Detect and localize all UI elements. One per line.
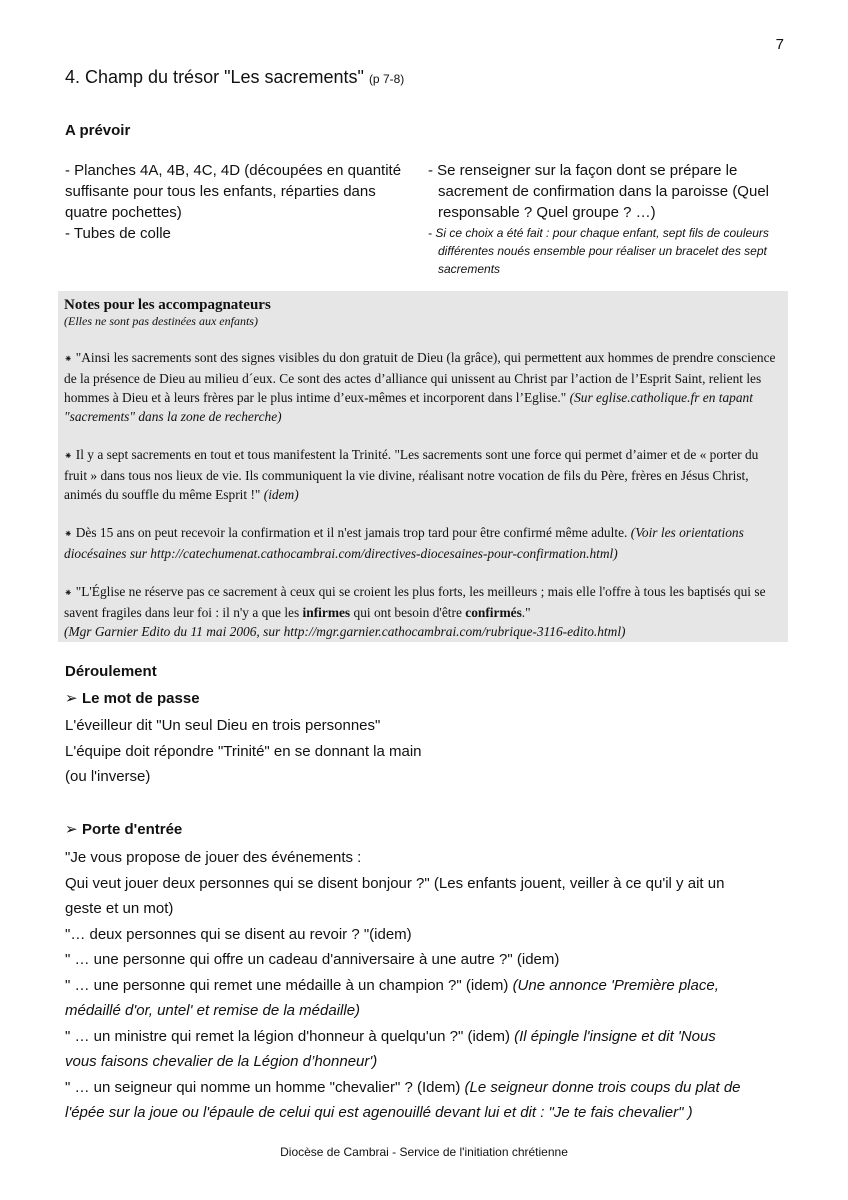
title-pages: (p 7-8): [368, 72, 405, 86]
body-text: " … un seigneur qui nomme un homme "chevalier" ? (Idem): [65, 1078, 465, 1096]
body-text: " … un ministre qui remet la légion d'honneur à quelqu'un ?" (idem): [65, 1027, 515, 1045]
bullet-star-icon: ⁕: [64, 588, 73, 599]
body-line: Qui veut jouer deux personnes qui se disent bonjour ?" (Les enfants jouent, veiller à ce qu'il y ait un: [65, 874, 725, 892]
notes-title: Notes pour les accompagnateurs: [64, 297, 271, 313]
body-line: [65, 998, 785, 1024]
notes-bold-word: confirmés: [465, 605, 522, 620]
notes-reference: (idem): [263, 487, 299, 502]
body-line: geste et un mot): [65, 900, 174, 917]
bullet-star-icon: ⁕: [64, 354, 73, 365]
notes-paragraph-text: qui ont besoin d'être: [350, 605, 466, 620]
notes-paragraph-text: "Ainsi les sacrements sont des signes visibles du don gratuit de Dieu (la grâce), qui permettent aux hommes de prendre conscience de la présence de Dieu au milieu d´eux. Ce sont des actes d’alliance qui unissent au Christ par l’action de l’Esprit Saint, relient les hommes à Dieu et à leurs frères par le plus intime d’eux-mêmes et incorporent dans l’Eglise.": [64, 350, 776, 405]
deroulement-heading: Déroulement: [65, 663, 157, 680]
prevoir-left-line: suffisante pour tous les enfants, réparties dans: [65, 183, 376, 200]
prevoir-left-column: [65, 160, 415, 244]
stage-direction: (Une annonce 'Première place,: [512, 976, 719, 994]
body-line: [65, 1100, 785, 1126]
notes-paragraph: [64, 445, 782, 504]
body-text: " … une personne qui remet une médaille à un champion ?" (idem): [65, 976, 513, 994]
body-line: L'équipe doit répondre "Trinité" en se donnant la main: [65, 742, 422, 760]
prevoir-right-text: - Se renseigner sur la façon dont se prépare le sacrement de confirmation dans la paroisse (Quel responsable ? Quel groupe ? …): [428, 162, 769, 221]
notes-paragraph: [64, 582, 782, 641]
porte-entree-body: [65, 845, 785, 1126]
notes-paragraph-text: Il y a sept sacrements en tout et tous manifestent la Trinité. "Les sacrements sont une force qui permet d’aimer et de « porter du fruit » dans tous nos lieux de vie. Ils communiquent la vie divine, réalisant notre vocation de fils du Père, frères en Jésus Christ, animés du souffle du même Esprit !": [64, 447, 759, 502]
arrow-bullet-icon: ➢: [65, 821, 78, 838]
notes-bold-word: infirmes: [302, 605, 351, 620]
prevoir-left-line: - Planches 4A, 4B, 4C, 4D (découpées en quantité: [65, 162, 402, 179]
notes-paragraph-text: "L'Église ne réserve pas ce sacrement à ceux qui se croient les plus forts, les meilleurs ; mais elle l'offre à tous les baptisés qui se savent fragiles dans leur foi : il n'y a que les: [64, 584, 766, 620]
section-heading-label: Porte d'entrée: [82, 821, 183, 838]
porte-entree-heading: [65, 820, 182, 838]
notes-reference: (Mgr Garnier Edito du 11 mai 2006, sur http://mgr.garnier.cathocambrai.com/rubrique-3116-edito.html): [64, 624, 626, 639]
notes-paragraph-text: .": [521, 605, 531, 620]
body-line: " … une personne qui offre un cadeau d'anniversaire à une autre ?" (idem): [65, 951, 560, 968]
notes-reference: (Sur eglise.catholique.fr en tapant "sacrements" dans la zone de recherche): [64, 390, 753, 424]
body-line: [65, 1075, 785, 1101]
section-heading-label: Le mot de passe: [82, 690, 200, 707]
prevoir-left-line: - Tubes de colle: [65, 225, 171, 242]
bullet-star-icon: ⁕: [64, 451, 73, 462]
notes-box: [58, 291, 788, 642]
mot-de-passe-heading: [65, 689, 200, 707]
notes-subtitle: (Elles ne sont pas destinées aux enfants): [64, 314, 258, 328]
prevoir-heading: A prévoir: [65, 122, 131, 139]
body-line: [65, 1024, 785, 1050]
title-main: 4. Champ du trésor "Les sacrements": [65, 67, 364, 87]
page-title: [65, 67, 404, 88]
stage-direction: l'épée sur la joue ou l'épaule de celui qui est agenouillé devant lui et dit : "Je te fais chevalier" ): [65, 1104, 693, 1121]
notes-reference: (Voir les orientations diocésaines sur http://catechumenat.cathocambrai.com/directives-diocesaines-pour-confirmation.html): [64, 525, 744, 561]
stage-direction: (Il épingle l'insigne et dit 'Nous: [514, 1027, 716, 1045]
page-footer: Diocèse de Cambrai - Service de l'initiation chrétienne: [280, 1145, 568, 1159]
notes-paragraph: [64, 348, 782, 426]
body-line: (ou l'inverse): [65, 768, 151, 785]
stage-direction: médaillé d'or, untel' et remise de la médaille): [65, 1002, 361, 1019]
prevoir-left-line: quatre pochettes): [65, 204, 182, 221]
body-line: [65, 973, 785, 999]
mot-de-passe-body: [65, 713, 785, 790]
notes-paragraph: [64, 523, 782, 563]
arrow-bullet-icon: ➢: [65, 690, 78, 707]
prevoir-right-note: - Si ce choix a été fait : pour chaque enfant, sept fils de couleurs différentes noués ensemble pour réaliser un bracelet des sept sacrements: [428, 226, 769, 276]
body-line: L'éveilleur dit "Un seul Dieu en trois personnes": [65, 717, 381, 734]
stage-direction: (Le seigneur donne trois coups du plat de: [464, 1078, 741, 1096]
bullet-star-icon: ⁕: [64, 529, 73, 540]
body-line: "Je vous propose de jouer des événements :: [65, 849, 362, 866]
page-number: 7: [775, 36, 784, 53]
body-line: "… deux personnes qui se disent au revoir ? "(idem): [65, 925, 412, 943]
prevoir-right-column: [428, 160, 788, 278]
body-line: [65, 1049, 785, 1075]
stage-direction: vous faisons chevalier de la Légion d’honneur'): [65, 1053, 378, 1070]
notes-paragraph-text: Dès 15 ans on peut recevoir la confirmation et il n'est jamais trop tard pour être confirmé même adulte.: [75, 525, 628, 540]
